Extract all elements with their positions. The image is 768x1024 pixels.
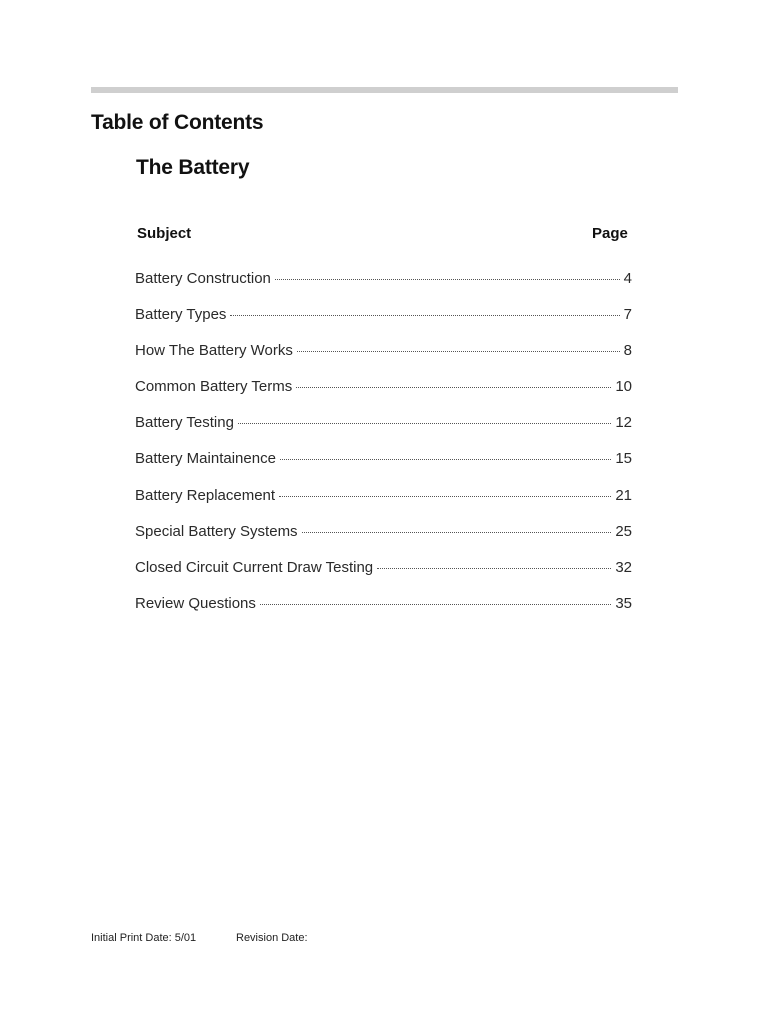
toc-entry-review-questions [135, 595, 632, 631]
toc-entry-label: Review Questions [135, 594, 256, 612]
dot-leader [260, 603, 611, 605]
toc-entry-page: 12 [615, 414, 632, 432]
toc-entry-page: 25 [615, 522, 632, 540]
toc-entry-how-the-battery-works [135, 342, 632, 378]
toc-entry-label: Common Battery Terms [135, 378, 293, 396]
toc-entry-page: 10 [615, 378, 632, 396]
toc-entry-closed-circuit-current-draw-testing [135, 559, 632, 595]
toc-entry-common-battery-terms [135, 378, 632, 414]
toc-entry-label: Closed Circuit Current Draw Testing [135, 558, 374, 576]
header-rule [91, 87, 678, 93]
subject-column-header: Subject [137, 225, 192, 242]
toc-entry-special-battery-systems [135, 523, 632, 559]
toc-list [135, 270, 632, 631]
dot-leader [238, 422, 611, 424]
dot-leader [275, 278, 620, 280]
dot-leader [230, 314, 619, 316]
toc-entry-battery-construction [135, 270, 632, 306]
dot-leader [377, 567, 611, 569]
initial-print-date: Initial Print Date: 5/01 [91, 932, 197, 944]
toc-entry-battery-maintainence [135, 450, 632, 486]
revision-date: Revision Date: [236, 932, 308, 944]
toc-entry-page: 4 [623, 270, 632, 287]
toc-entry-page: 8 [623, 342, 632, 360]
toc-entry-label: Battery Testing [135, 414, 234, 432]
toc-entry-battery-types [135, 306, 632, 342]
dot-leader [280, 458, 611, 460]
toc-entry-battery-replacement [135, 487, 632, 523]
page-title: Table of Contents [91, 111, 264, 134]
page-column-header: Page [592, 225, 628, 242]
section-title: The Battery [136, 156, 250, 179]
toc-entry-page: 7 [623, 306, 632, 324]
dot-leader [296, 386, 611, 388]
toc-entry-page: 15 [615, 450, 632, 468]
dot-leader [297, 350, 620, 352]
toc-entry-label: Battery Construction [135, 270, 271, 287]
toc-entry-label: Battery Maintainence [135, 450, 276, 468]
toc-entry-battery-testing [135, 414, 632, 450]
toc-entry-page: 32 [615, 558, 632, 576]
toc-entry-page: 35 [615, 594, 632, 612]
toc-entry-label: How The Battery Works [135, 342, 293, 360]
toc-entry-label: Battery Types [135, 306, 227, 324]
toc-entry-label: Special Battery Systems [135, 522, 298, 540]
toc-entry-label: Battery Replacement [135, 486, 276, 504]
dot-leader [279, 495, 611, 497]
dot-leader [302, 531, 612, 533]
toc-entry-page: 21 [615, 486, 632, 504]
